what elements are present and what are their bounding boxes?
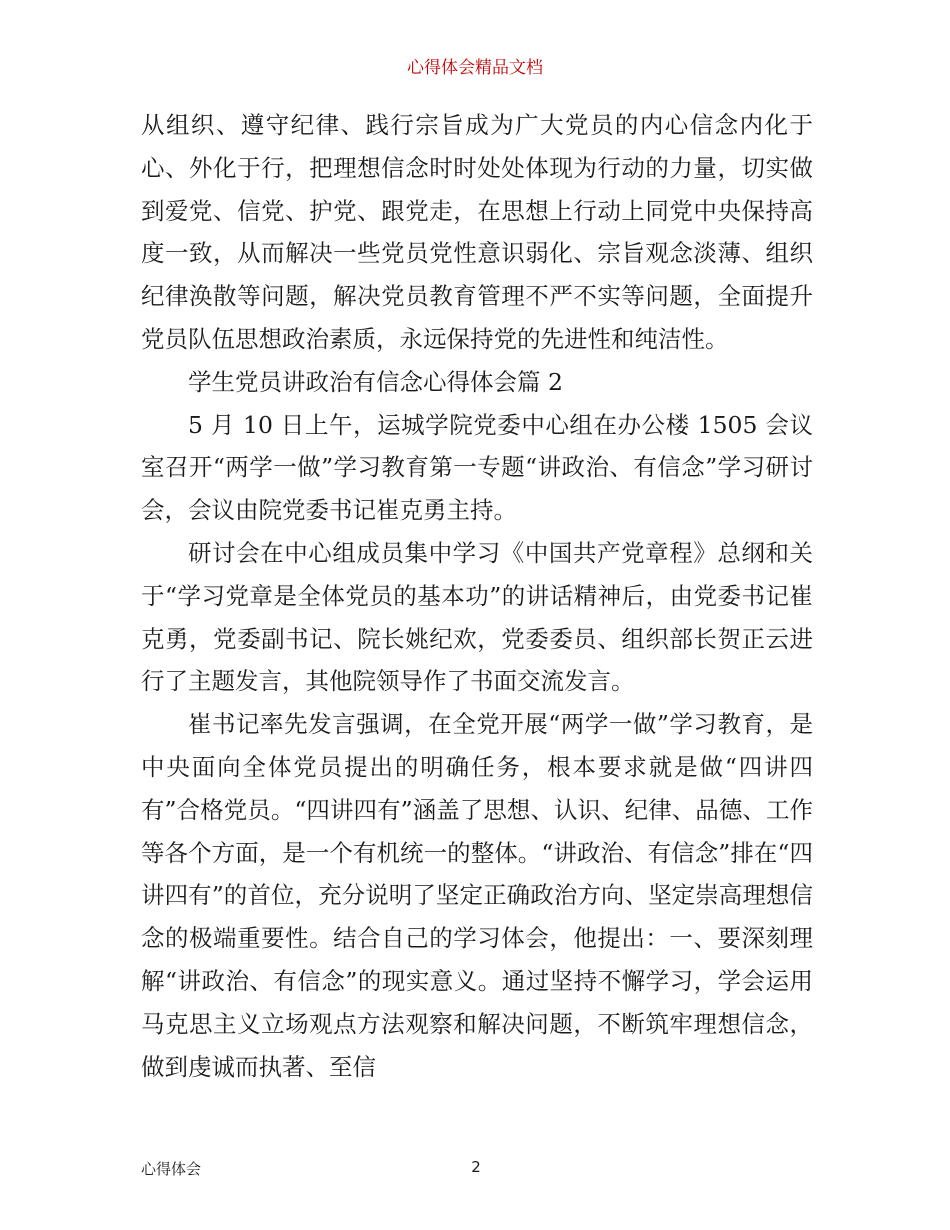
paragraph: 5 月 10 日上午，运城学院党委中心组在办公楼 1505 会议室召开“两学一做”学习教育第一专题“讲政治、有信念”学习研讨会，会议由院党委书记崔克勇主持。 <box>141 410 813 525</box>
paragraph: 崔书记率先发言强调，在全党开展“两学一做”学习教育，是中央面向全体党员提出的明确任务，根本要求就是做“四讲四有”合格党员。“四讲四有”涵盖了思想、认识、纪律、品德、工作等各个方面，是一个有机统一的整体。“讲政治、有信念”排在“四讲四有”的首位，充分说明了坚定正确政治方向、坚定崇高理想信念的极端重要性。结合自己的学习体会，他提出：一、要深刻理解“讲政治、有信念”的现实意义。通过坚持不懈学习，学会运用马克思主义立场观点方法观察和解决问题，不断筑牢理想信念，做到虔诚而执著、至信 <box>141 710 813 1081</box>
section-heading: 学生党员讲政治有信念心得体会篇 2 <box>188 367 563 396</box>
footer-label: 心得体会 <box>141 1160 202 1178</box>
paragraph: 研讨会在中心组成员集中学习《中国共产党章程》总纲和关于“学习党章是全体党员的基本功”的讲话精神后，由党委书记崔克勇，党委副书记、院长姚纪欢，党委委员、组织部长贺正云进行了主题发言，其他院领导作了书面交流发言。 <box>141 538 813 696</box>
document-body <box>141 104 813 1088</box>
page-header-title: 心得体会精品文档 <box>407 58 543 78</box>
page-number: 2 <box>471 1158 481 1176</box>
paragraph-continuation: 从组织、遵守纪律、践行宗旨成为广大党员的内心信念内化于心、外化于行，把理想信念时时处处体现为行动的力量，切实做到爱党、信党、护党、跟党走，在思想上行动上同党中央保持高度一致，从而解决一些党员党性意识弱化、宗旨观念淡薄、组织纪律涣散等问题，解决党员教育管理不严不实等问题，全面提升党员队伍思想政治素质，永远保持党的先进性和纯洁性。 <box>141 111 813 353</box>
